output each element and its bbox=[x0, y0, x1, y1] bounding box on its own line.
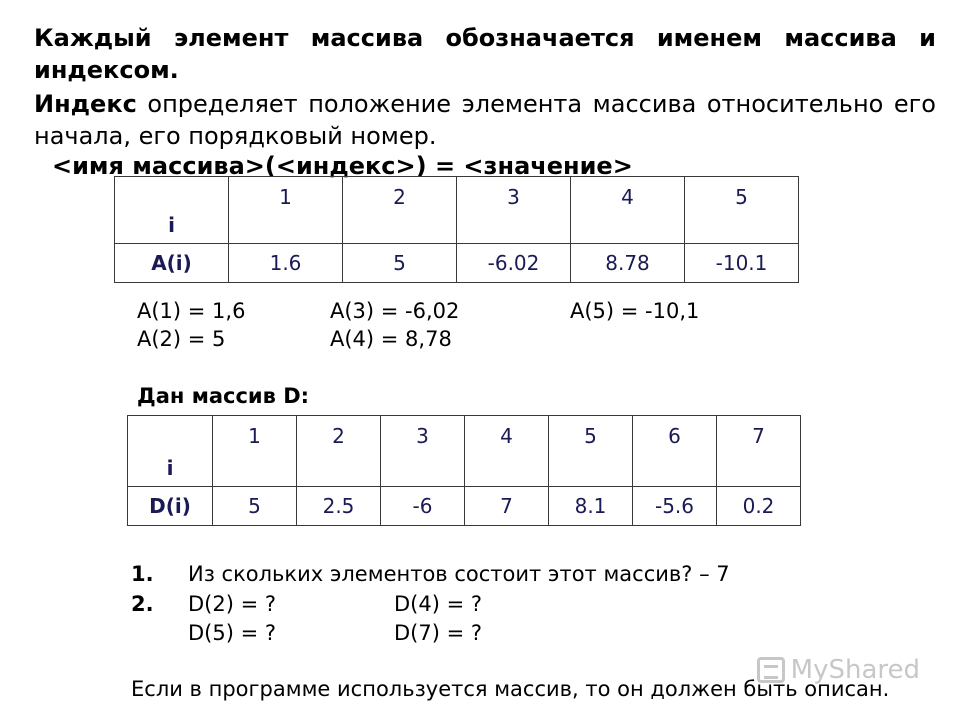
definition-word: элемента bbox=[461, 90, 583, 118]
index-cell: 4 bbox=[571, 177, 685, 244]
watermark bbox=[757, 655, 920, 685]
value-header-cell: D(i) bbox=[128, 487, 213, 526]
watermark-text: MyShared bbox=[790, 655, 920, 685]
intro-word: обозначается bbox=[445, 24, 635, 52]
definition-word: определяет bbox=[147, 90, 298, 118]
given-array-label: Дан массив D: bbox=[137, 384, 310, 408]
index-header-cell: i bbox=[115, 177, 229, 244]
value-cell: 5 bbox=[213, 487, 297, 526]
value-cell: -5.6 bbox=[633, 487, 717, 526]
index-cell: 1 bbox=[229, 177, 343, 244]
array-d-table bbox=[127, 415, 801, 526]
definition-line-2-text: начала, его порядковый номер. bbox=[34, 122, 437, 150]
question-2-d7: D(7) = ? bbox=[394, 621, 483, 645]
index-cell: 1 bbox=[213, 416, 297, 487]
note-a1: A(1) = 1,6 bbox=[137, 299, 246, 323]
intro-line-1 bbox=[34, 22, 936, 54]
value-cell: 7 bbox=[465, 487, 549, 526]
note-a2: A(2) = 5 bbox=[137, 327, 226, 351]
note-a5: A(5) = -10,1 bbox=[570, 299, 700, 323]
intro-word: Каждый bbox=[34, 24, 152, 52]
definition-word: его bbox=[893, 90, 936, 118]
value-cell: -6.02 bbox=[457, 244, 571, 283]
question-1-text: Из скольких элементов состоит этот массив? – 7 bbox=[188, 562, 730, 586]
index-header-cell: i bbox=[128, 416, 213, 487]
index-cell: 3 bbox=[457, 177, 571, 244]
value-cell: 0.2 bbox=[717, 487, 801, 526]
definition-word: положение bbox=[308, 90, 452, 118]
definition-word: массива bbox=[592, 90, 697, 118]
value-cell: 2.5 bbox=[297, 487, 381, 526]
question-2-d4: D(4) = ? bbox=[394, 592, 483, 616]
value-cell: 1.6 bbox=[229, 244, 343, 283]
question-1-number: 1. bbox=[131, 562, 154, 586]
value-cell: 8.1 bbox=[549, 487, 633, 526]
index-definition bbox=[34, 88, 936, 152]
intro-word: именем bbox=[656, 24, 762, 52]
table-row bbox=[115, 244, 799, 283]
index-cell: 5 bbox=[685, 177, 799, 244]
value-cell: -10.1 bbox=[685, 244, 799, 283]
definition-word: относительно bbox=[706, 90, 884, 118]
definition-line-2 bbox=[34, 120, 936, 152]
intro-word: массива bbox=[310, 24, 424, 52]
question-2-d5: D(5) = ? bbox=[188, 621, 277, 645]
value-cell: 5 bbox=[343, 244, 457, 283]
intro-word: элемент bbox=[173, 24, 289, 52]
question-2-d2: D(2) = ? bbox=[188, 592, 277, 616]
index-cell: 7 bbox=[717, 416, 801, 487]
intro-line-2 bbox=[34, 54, 936, 86]
intro-word: и bbox=[919, 24, 936, 52]
value-cell: 8.78 bbox=[571, 244, 685, 283]
footer-text: Если в программе используется массив, то он должен быть описан. bbox=[131, 677, 890, 701]
syntax-line: <имя массива>(<индекс>) = <значение> bbox=[52, 152, 633, 180]
question-2-number: 2. bbox=[131, 592, 154, 616]
value-cell: -6 bbox=[381, 487, 465, 526]
intro-line-2-text: индексом. bbox=[34, 56, 179, 84]
table-row bbox=[115, 177, 799, 244]
definition-line-1 bbox=[34, 88, 936, 120]
note-a4: A(4) = 8,78 bbox=[330, 327, 452, 351]
note-a3: A(3) = -6,02 bbox=[330, 299, 460, 323]
index-cell: 4 bbox=[465, 416, 549, 487]
index-cell: 3 bbox=[381, 416, 465, 487]
array-a-table bbox=[114, 176, 799, 283]
index-term: Индекс bbox=[34, 90, 137, 118]
intro-word: массива bbox=[784, 24, 897, 52]
index-cell: 5 bbox=[549, 416, 633, 487]
index-cell: 2 bbox=[343, 177, 457, 244]
value-header-cell: A(i) bbox=[115, 244, 229, 283]
table-row bbox=[128, 487, 801, 526]
intro-paragraph bbox=[34, 22, 936, 86]
index-cell: 6 bbox=[633, 416, 717, 487]
slides-logo-icon bbox=[757, 657, 785, 683]
index-cell: 2 bbox=[297, 416, 381, 487]
table-row bbox=[128, 416, 801, 487]
